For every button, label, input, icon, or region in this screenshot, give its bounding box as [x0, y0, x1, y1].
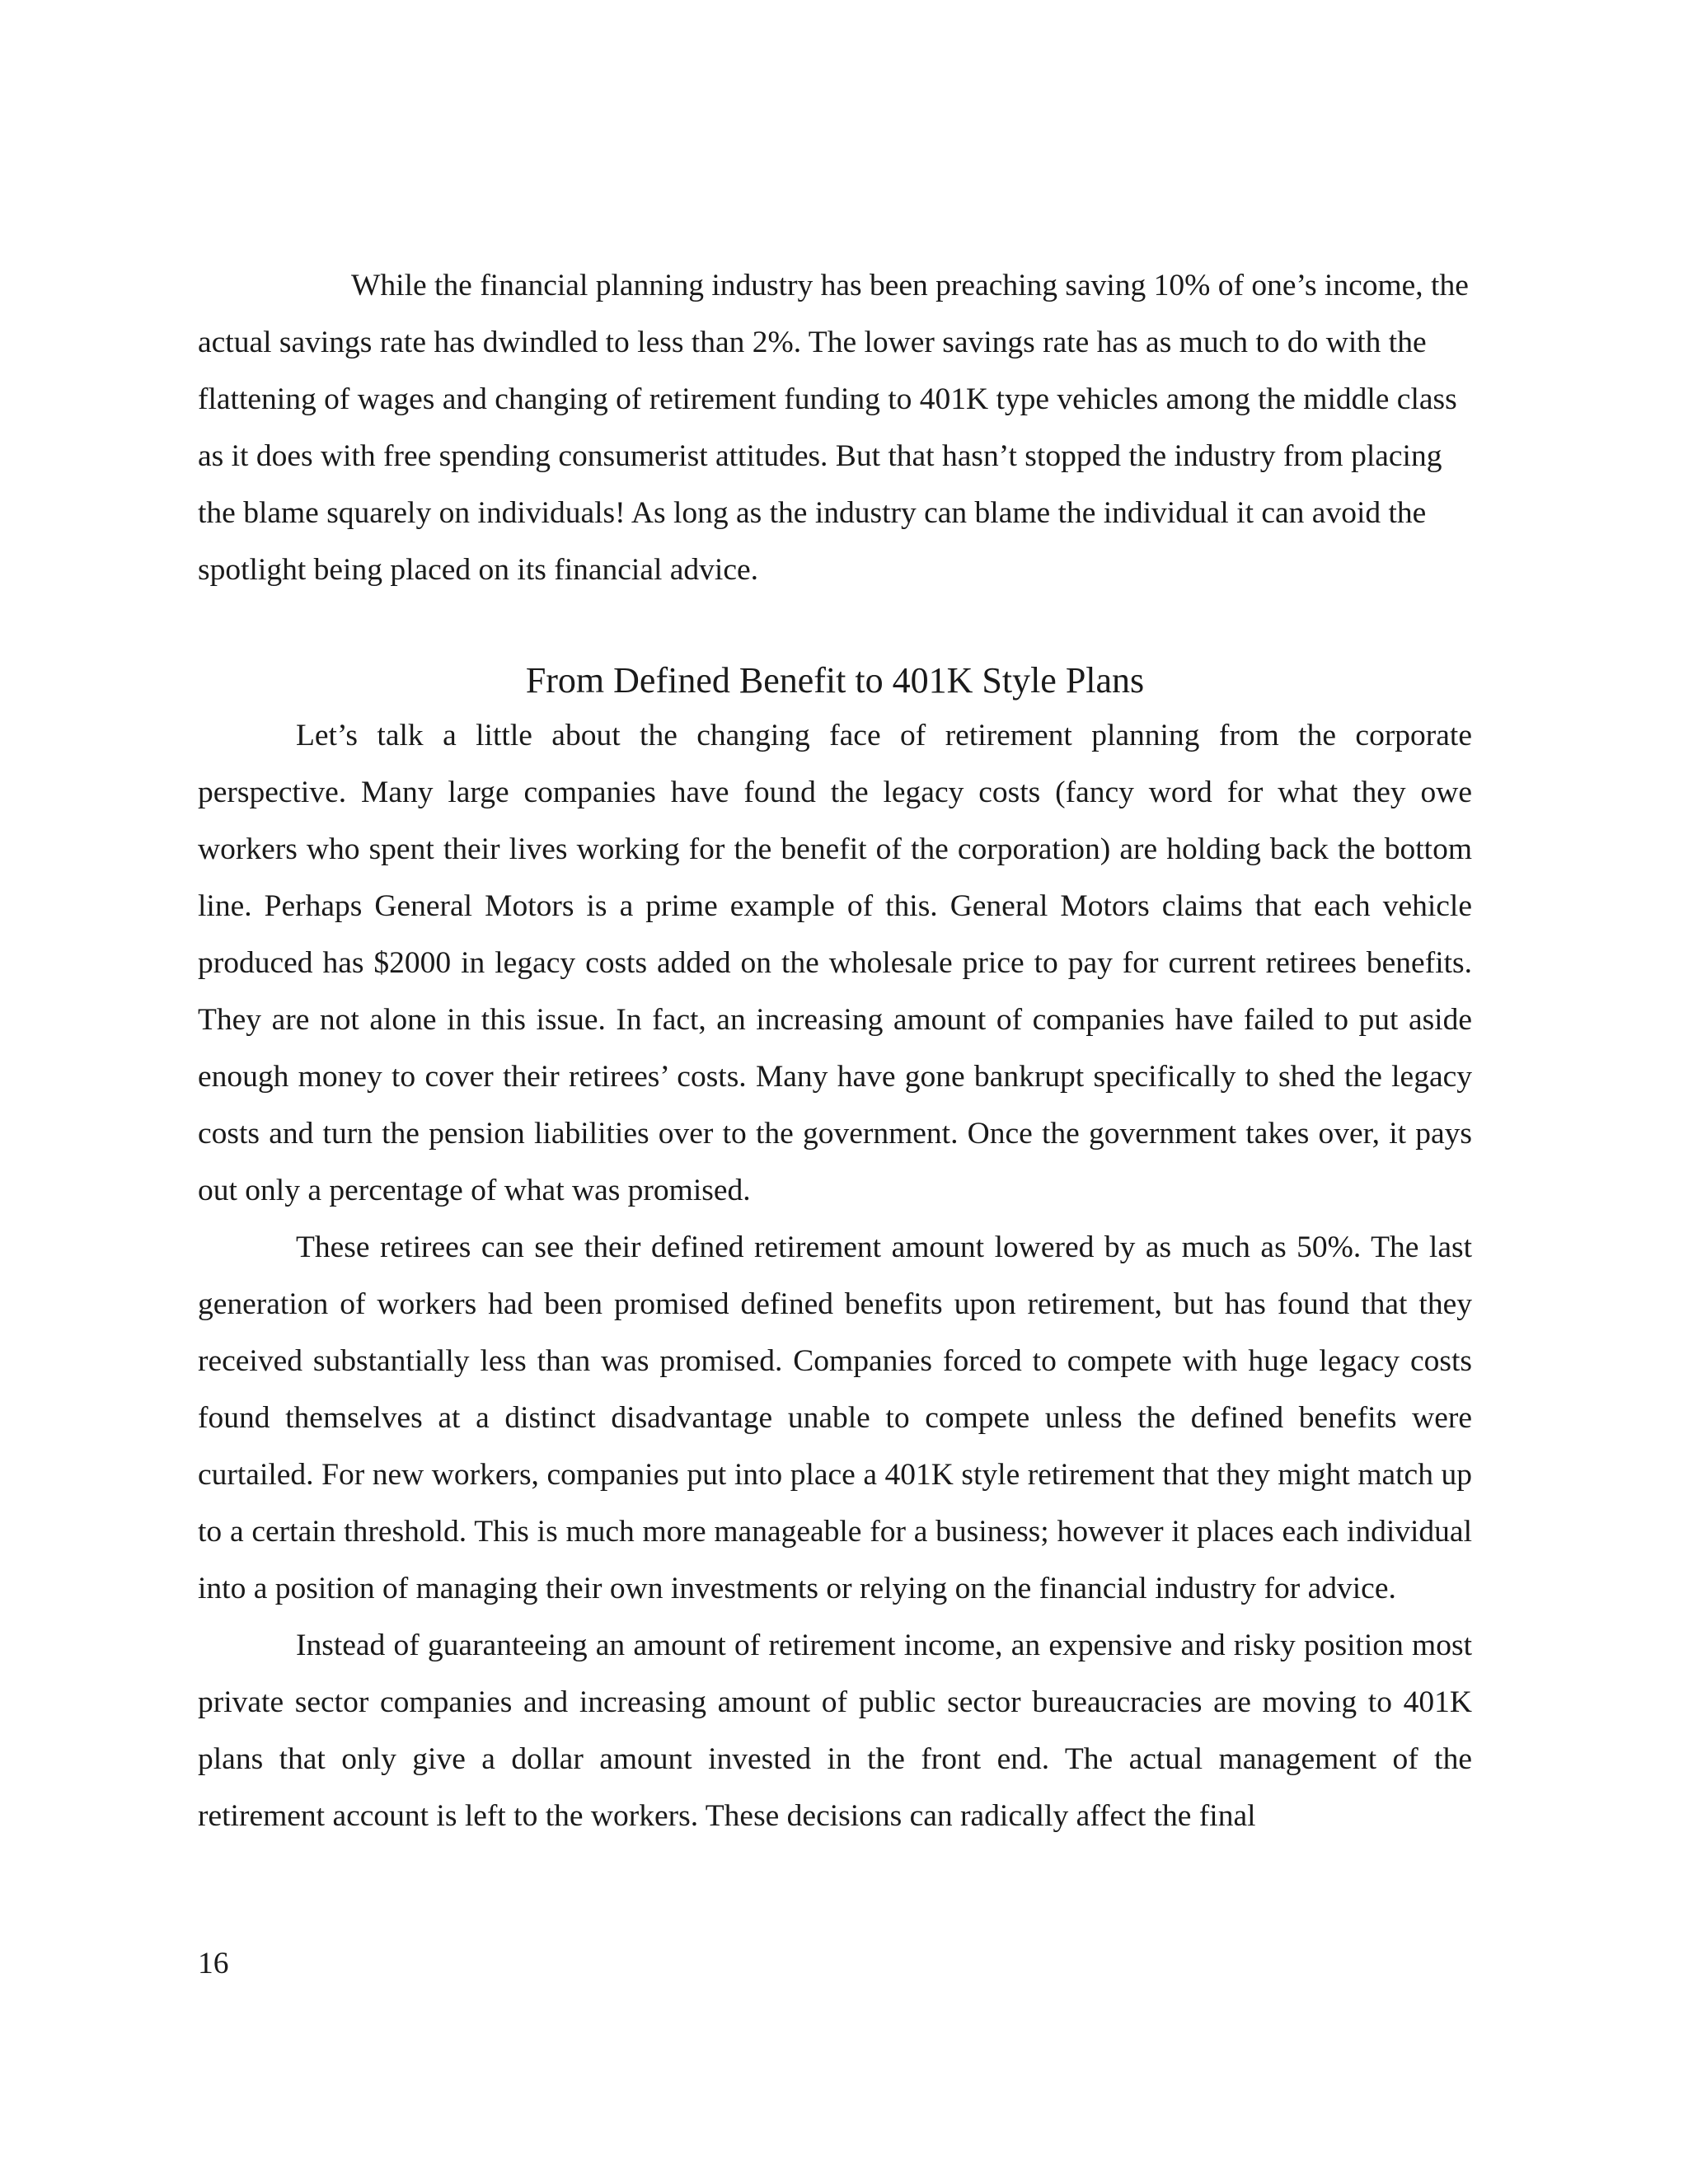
section-heading: From Defined Benefit to 401K Style Plans	[525, 660, 1145, 701]
body-paragraph: Let’s talk a little about the changing face of retirement planning from the corporate perspective. Many large companies have found the legacy costs (fancy word for what they owe workers who spent their lives working for the benefit of the corporation) are holding back the bottom line. Perhaps General Motors is a prime example of this. General Motors claims that each vehicle produced has $2000 in legacy costs added on the wholesale price to pay for current retirees benefits. They are not alone in this issue. In fact, an increasing amount of companies have failed to put aside enough money to cover their retirees’ costs. Many have gone bankrupt specifically to shed the legacy costs and turn the pension liabilities over to the government. Once the government takes over, it pays out only a percentage of what was promised.	[198, 719, 1472, 1207]
body-paragraph: Instead of guaranteeing an amount of retirement income, an expensive and risky position most private sector companies and increasing amount of public sector bureaucracies are moving to 401K plans that only give a dollar amount invested in the front end. The actual management of the retirement account is left to the workers. These decisions can radically affect the final	[198, 1629, 1472, 1833]
intro-paragraph: While the financial planning industry has been preaching saving 10% of one’s income, the actual savings rate has dwindled to less than 2%. The lower savings rate has as much to do with the flattening of wages and changing of retirement funding to 401K type vehicles among the middle class as it does with free spending consumerist attitudes. But that hasn’t stopped the industry from placing the blame squarely on individuals! As long as the industry can blame the individual it can avoid the spotlight being placed on its financial advice.	[198, 269, 1469, 587]
page-number: 16	[198, 1947, 229, 1980]
body-paragraph: These retirees can see their defined retirement amount lowered by as much as 50%. The last generation of workers had been promised defined benefits upon retirement, but has found that they received substantially less than was promised. Companies forced to compete with huge legacy costs found themselves at a distinct disadvantage unable to compete unless the defined benefits were curtailed. For new workers, companies put into place a 401K style retirement that they might match up to a certain threshold. This is much more manageable for a business; however it places each individual into a position of managing their own investments or relying on the financial industry for advice.	[198, 1230, 1472, 1605]
page-body	[198, 257, 1472, 1844]
